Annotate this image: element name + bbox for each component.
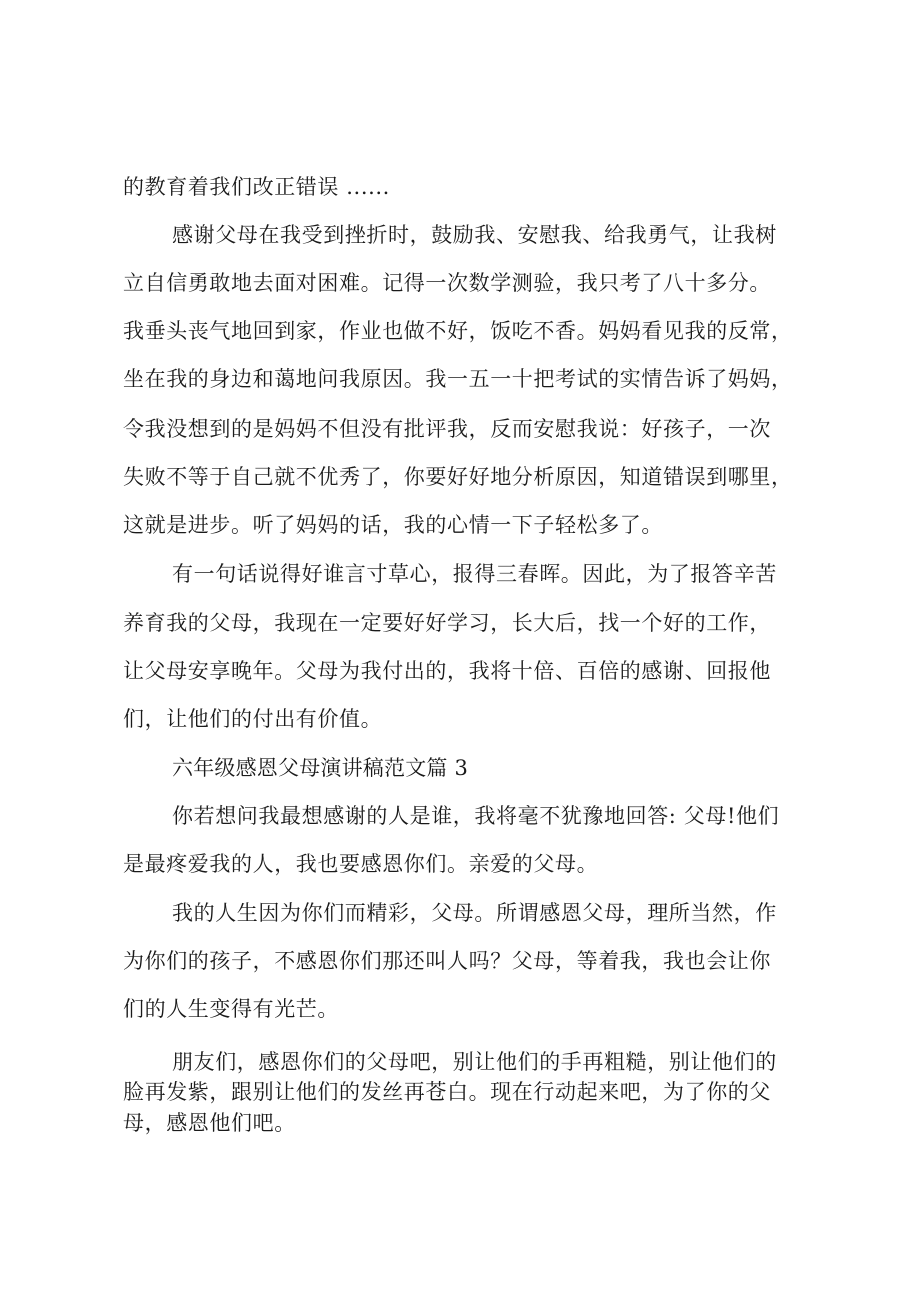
text-line: 感谢父母在我受到挫折时，鼓励我、安慰我、给我勇气，让我树 xyxy=(172,223,777,247)
text-line: 们的人生变得有光芒。 xyxy=(123,997,339,1021)
text-line: 让父母安享晚年。父母为我付出的，我将十倍、百倍的感谢、回报他 xyxy=(123,659,771,683)
text-line: 们，让他们的付出有价值。 xyxy=(123,707,383,731)
text-line: 为你们的孩子，不感恩你们那还叫人吗？父母，等着我，我也会让你 xyxy=(123,949,771,973)
text-line: 脸再发紫，跟别让他们的发丝再苍白。现在行动起来吧，为了你的父 xyxy=(123,1080,771,1104)
text-line: 母，感恩他们吧。 xyxy=(123,1111,296,1135)
text-line: 是最疼爱我的人，我也要感恩你们。亲爱的父母。 xyxy=(123,852,599,876)
text-line: 的教育着我们改正错误 ...... xyxy=(123,175,390,199)
text-line: 失败不等于自己就不优秀了，你要好好地分析原因，知道错误到哪里， xyxy=(123,465,793,489)
text-line: 立自信勇敢地去面对困难。记得一次数学测验，我只考了八十多分。 xyxy=(123,271,771,295)
text-line: 令我没想到的是妈妈不但没有批评我，反而安慰我说：好孩子，一次 xyxy=(123,417,771,441)
text-line: 朋友们，感恩你们的父母吧，别让他们的手再粗糙，别让他们的 xyxy=(172,1050,777,1074)
section-heading: 六年级感恩父母演讲稿范文篇 3 xyxy=(172,756,469,780)
text-line: 我的人生因为你们而精彩，父母。所谓感恩父母，理所当然，作 xyxy=(172,901,777,925)
text-line: 我垂头丧气地回到家，作业也做不好，饭吃不香。妈妈看见我的反常， xyxy=(123,319,793,343)
text-line: 有一句话说得好谁言寸草心，报得三春晖。因此，为了报答辛苦 xyxy=(172,562,777,586)
text-line: 养育我的父母，我现在一定要好好学习，长大后，找一个好的工作， xyxy=(123,611,771,635)
text-line: 这就是进步。听了妈妈的话，我的心情一下子轻松多了。 xyxy=(123,513,663,537)
text-line: 坐在我的身边和蔼地问我原因。我一五一十把考试的实情告诉了妈妈， xyxy=(123,367,793,391)
text-line: 你若想问我最想感谢的人是谁，我将毫不犹豫地回答: 父母!他们 xyxy=(172,804,780,828)
